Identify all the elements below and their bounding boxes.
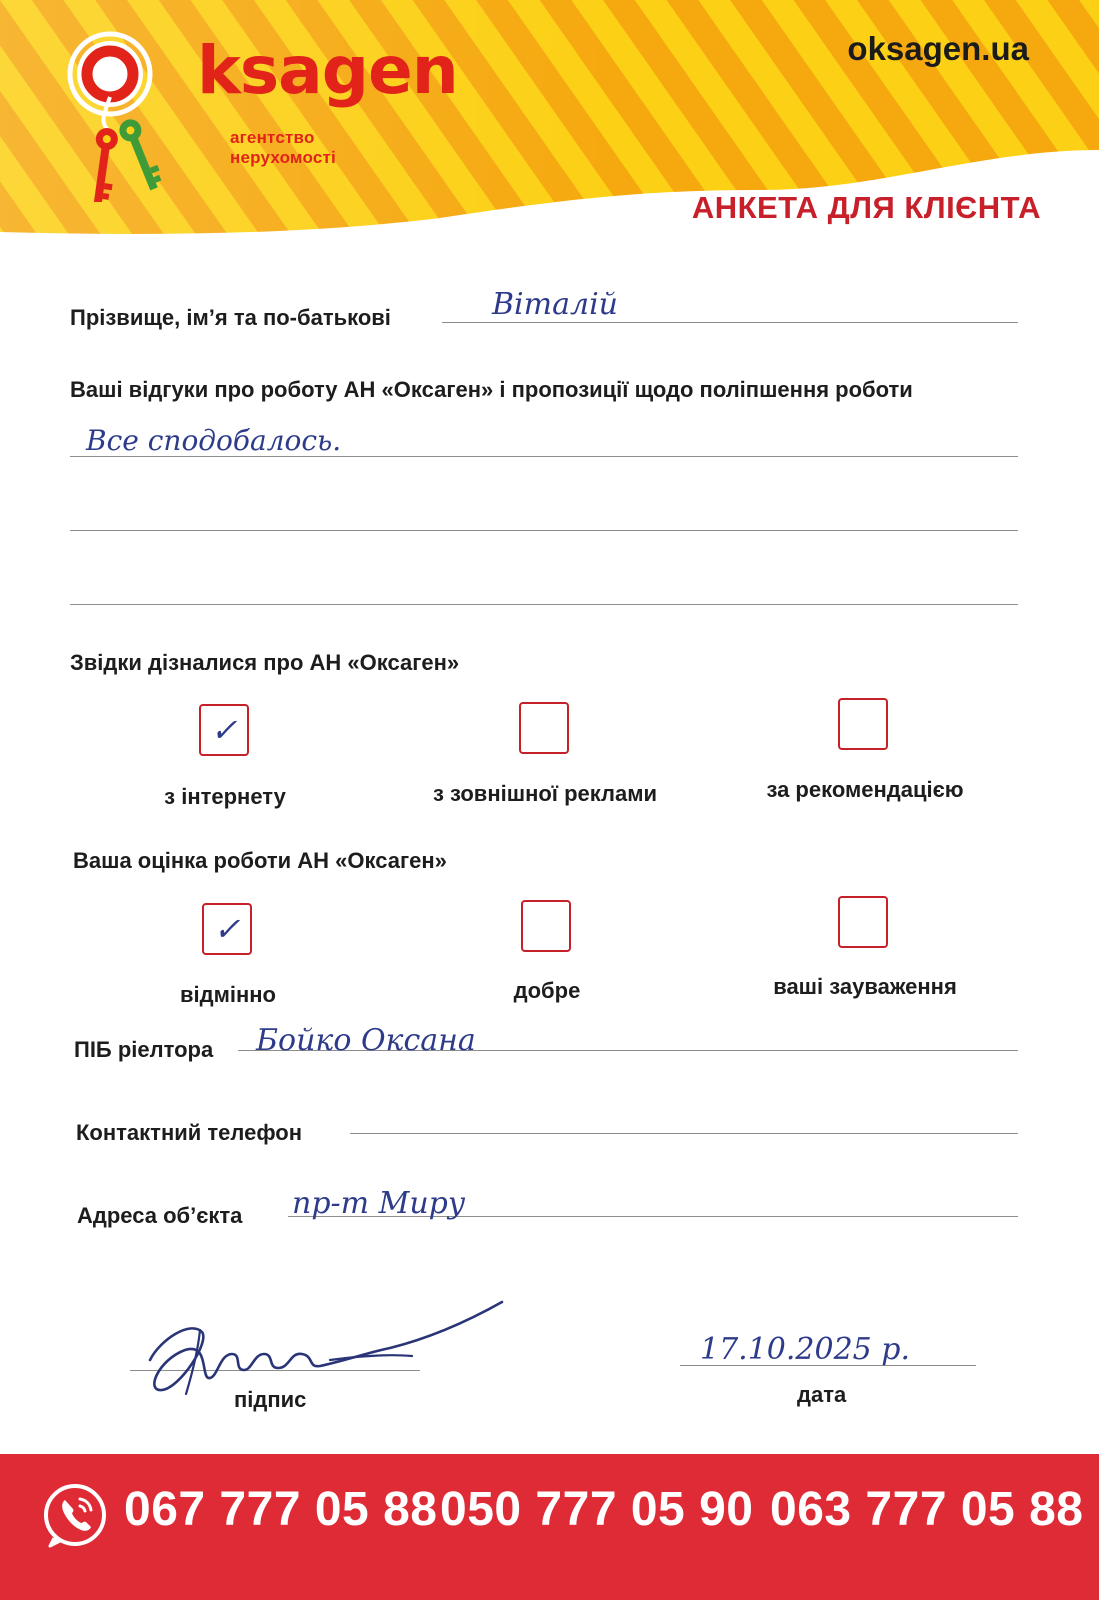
rating-option-good-label: добре <box>513 978 581 1003</box>
phone-icon <box>40 1480 110 1550</box>
source-option-internet-label: з інтернету <box>164 784 286 809</box>
form-title: АНКЕТА ДЛЯ КЛІЄНТА <box>691 190 1041 225</box>
check-mark-icon: ✓ <box>213 910 241 948</box>
rating-option-excellent-label: відмінно <box>179 982 276 1007</box>
rating-checkbox-excellent[interactable] <box>202 903 252 955</box>
source-label: Звідки дізналися про АН «Оксаген» <box>70 650 460 675</box>
realtor-value[interactable]: Бойко Оксана <box>256 1023 476 1058</box>
source-option-ads-label: з зовнішної реклами <box>432 781 658 806</box>
source-checkbox-internet[interactable] <box>199 704 249 756</box>
source-option-recommendation-label: за рекомендацією <box>766 777 964 802</box>
check-mark-icon <box>840 898 886 946</box>
check-mark-icon <box>523 902 569 950</box>
signature-label: підпис <box>234 1387 307 1412</box>
oksagen-logo <box>64 22 458 202</box>
source-checkbox-ads[interactable] <box>519 702 569 754</box>
phone-label: Контактний телефон <box>76 1120 303 1145</box>
phone-line <box>350 1133 1018 1134</box>
name-line <box>442 322 1018 323</box>
website-url: oksagen.ua <box>847 30 1029 67</box>
address-value[interactable]: пр-т Миру <box>292 1186 466 1221</box>
name-value[interactable]: Віталій <box>492 287 618 322</box>
feedback-line-2 <box>70 530 1018 531</box>
logo-tagline: агентство нерухомості <box>230 128 336 167</box>
feedback-value[interactable]: Все сподобалось. <box>86 424 342 457</box>
footer-phone-3[interactable]: 063 777 05 88 <box>770 1483 1084 1536</box>
logo-keys-icon <box>64 22 204 202</box>
source-checkbox-recommendation[interactable] <box>838 698 888 750</box>
realtor-label: ПІБ ріелтора <box>74 1037 214 1062</box>
check-mark-icon: ✓ <box>210 711 238 749</box>
name-label: Прізвище, ім’я та по-батькові <box>70 305 391 330</box>
logo-wordmark: ksagen <box>197 32 458 109</box>
rating-option-remarks-label: ваші зауваження <box>773 974 957 999</box>
footer-phone-1[interactable]: 067 777 05 88 <box>124 1483 438 1536</box>
date-value[interactable]: 17.10.2025 р. <box>700 1332 911 1367</box>
handwritten-signature <box>140 1290 520 1400</box>
date-label: дата <box>797 1382 847 1407</box>
feedback-line-3 <box>70 604 1018 605</box>
address-label: Адреса об’єкта <box>77 1203 243 1228</box>
footer-phone-2[interactable]: 050 777 05 90 <box>440 1483 754 1536</box>
feedback-label: Ваші відгуки про роботу АН «Оксаген» і пропозиції щодо поліпшення роботи <box>70 377 913 402</box>
check-mark-icon <box>521 704 567 752</box>
rating-checkbox-good[interactable] <box>521 900 571 952</box>
rating-checkbox-remarks[interactable] <box>838 896 888 948</box>
rating-label: Ваша оцінка роботи АН «Оксаген» <box>73 848 447 873</box>
check-mark-icon <box>840 700 886 748</box>
